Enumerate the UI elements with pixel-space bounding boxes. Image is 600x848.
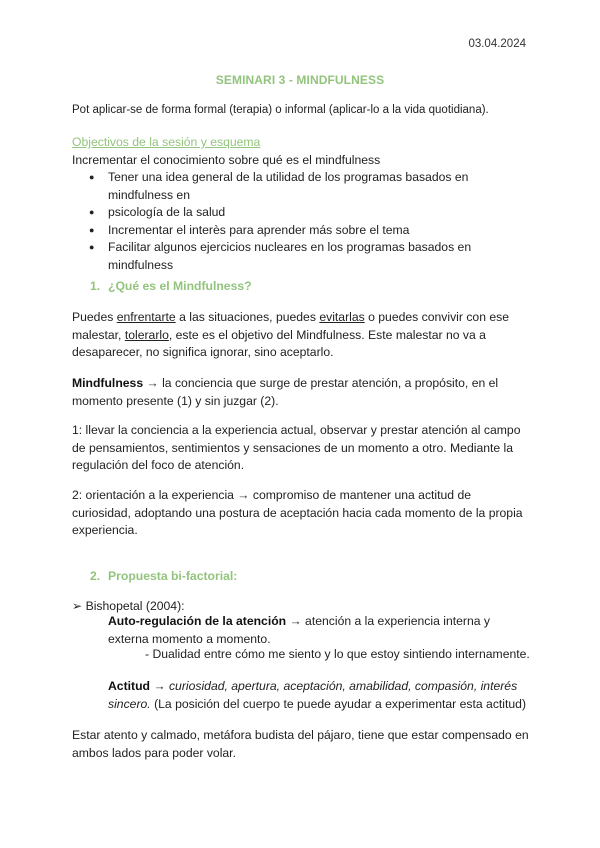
objectives-section — [72, 134, 532, 274]
closing-paragraph: Estar atento y calmado, metáfora budista del pájaro, tiene que estar compensado en ambos lados para poder volar. — [72, 728, 529, 760]
definition-term: Mindfulness — [72, 376, 144, 390]
underlined-term: enfrentarte — [116, 310, 176, 324]
text-run: a las situaciones, puedes — [175, 310, 320, 324]
attitude-paragraph — [108, 678, 528, 713]
text-run: o puedes convivir con ese malestar, — [72, 310, 510, 342]
bishop-reference: ➢ Bishopetal (2004): — [72, 599, 185, 613]
auto-regulation-paragraph — [108, 613, 518, 648]
point-one-paragraph: 1: llevar la conciencia a la experiencia actual, observar y prestar atención al campo de pensamientos, sentimientos y sensaciones de un momento a otro. Mediante la regulación del foco de atención. — [72, 423, 521, 472]
section1-number: 1. — [90, 279, 101, 293]
attitude-note: (La posición del cuerpo te puede ayudar a experimentar esta actitud) — [150, 696, 527, 711]
section1-heading — [90, 278, 252, 296]
document-title: SEMINARI 3 - MINDFULNESS — [215, 73, 385, 87]
attitude-qualities: curiosidad, apertura, aceptación, amabilidad, compasión, interés sincero. — [108, 679, 518, 711]
text-run: Puedes — [72, 310, 117, 324]
text-run: , este es el objetivo del Mindfulness. Este malestar no va a desaparecer, no significa ignorar, sino aceptarlo. — [72, 327, 486, 359]
document-date: 03.04.2024 — [468, 38, 526, 50]
objectives-list — [72, 169, 492, 274]
section2-heading — [90, 568, 237, 586]
section2-number: 2. — [90, 569, 101, 583]
list-item: ● Tener una idea general de la utilidad de los programas basados en mindfulness en — [72, 169, 492, 204]
point-two-paragraph: 2: orientación a la experiencia → compromiso de mantener una actitud de curiosidad, adoptando una postura de aceptación hacia cada momento de la propia experiencia. — [72, 488, 523, 537]
list-item: ● Incrementar el interès para aprender más sobre el tema — [72, 222, 492, 240]
mindfulness-definition — [72, 375, 532, 410]
definition-text: → la conciencia que surge de prestar atención, a propósito, en el momento presente (1) y sin juzgar (2). — [72, 376, 499, 408]
section1-title: ¿Qué es el Mindfulness? — [108, 279, 252, 293]
auto-regulation-text: → atención a la experiencia interna y externa momento a momento. — [108, 614, 491, 646]
list-item: ● psicología de la salud — [72, 204, 492, 222]
underlined-term: evitarlas — [319, 310, 365, 324]
objectives-heading: Objectivos de la sesión y esquema — [72, 135, 261, 149]
section2-title: Propuesta bi-factorial: — [108, 569, 238, 583]
list-item: ● Facilitar algunos ejercicios nucleares en los programas basados en mindfulness — [72, 239, 492, 274]
duality-note: - Dualidad entre cómo me siento y lo que estoy sintiendo internamente. — [145, 647, 530, 661]
intro-text: Pot aplicar-se de forma formal (terapia) o informal (aplicar-lo a la vida quotidiana). — [72, 104, 489, 116]
underlined-term: tolerarlo — [124, 327, 169, 342]
objectives-lead: Incrementar el conocimiento sobre qué es el mindfulness — [72, 152, 381, 167]
section1-paragraph — [72, 309, 532, 362]
attitude-term: Actitud — [108, 679, 150, 693]
auto-regulation-term: Auto-regulación de la atención — [108, 614, 287, 628]
attitude-arrow: → — [149, 679, 169, 693]
